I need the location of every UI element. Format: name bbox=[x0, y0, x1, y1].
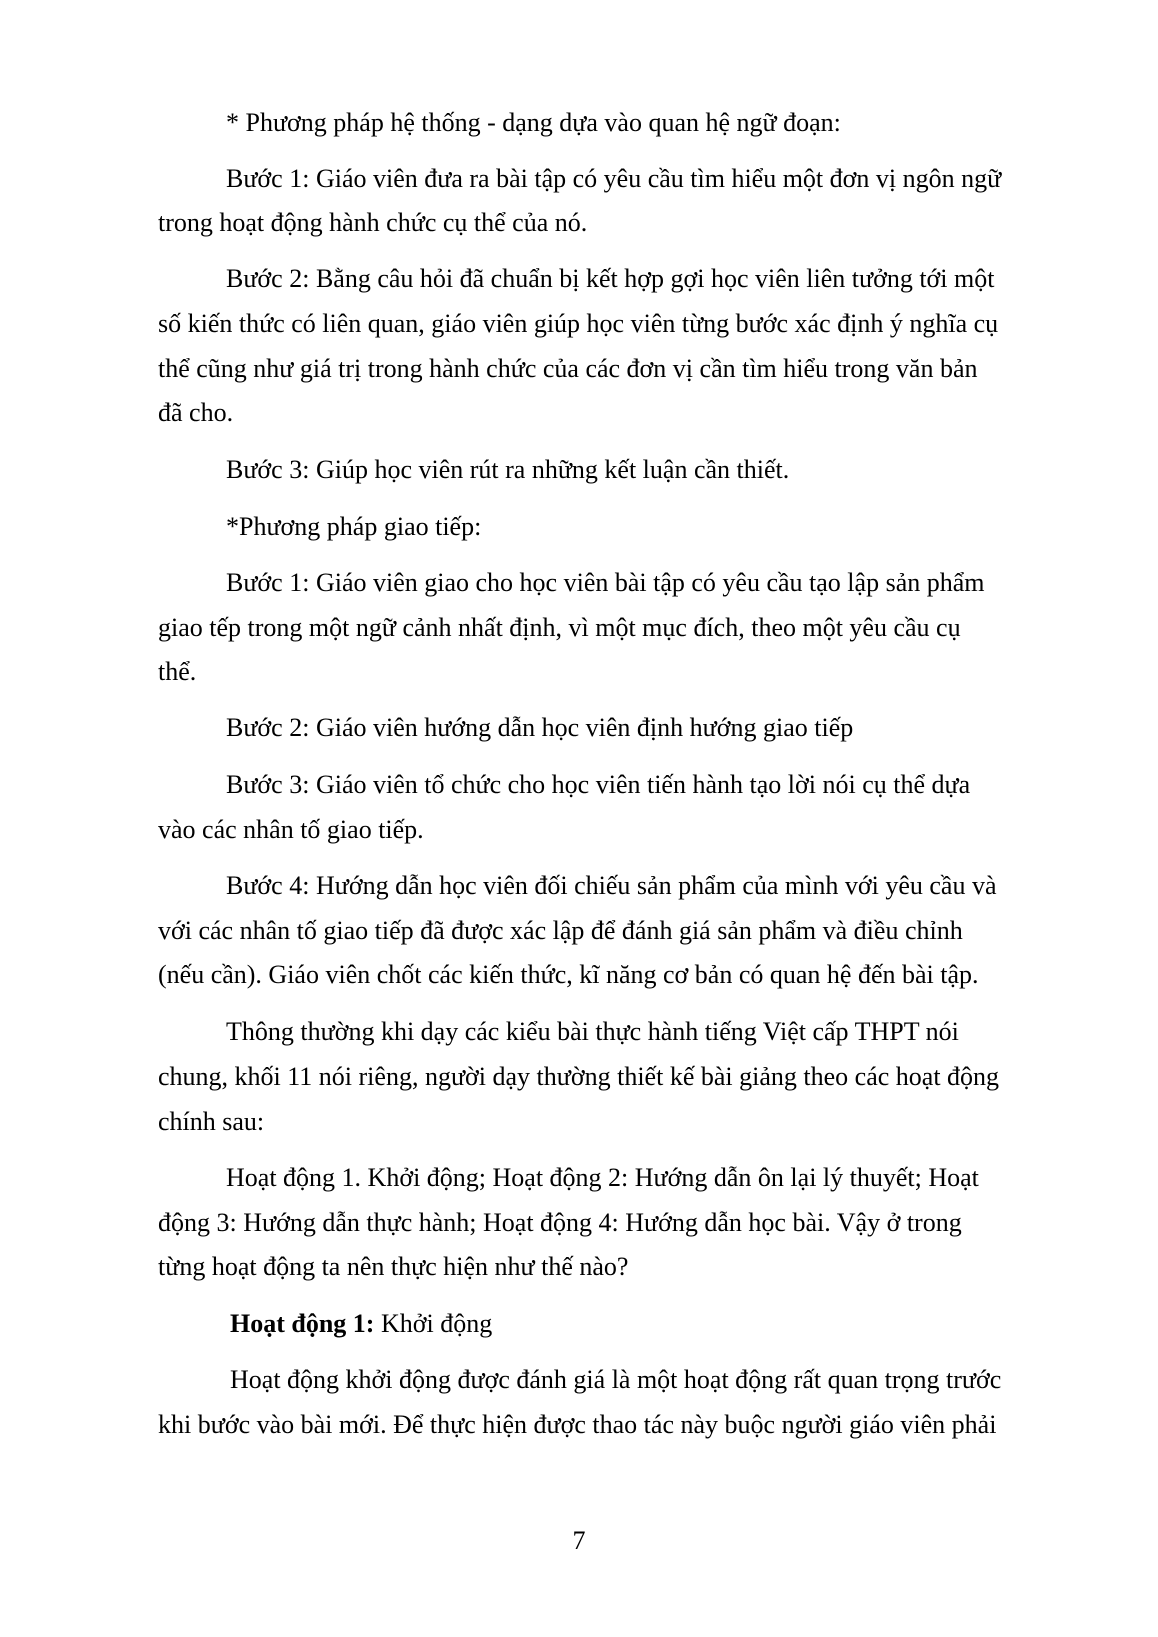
heading-text: Khởi động bbox=[374, 1309, 493, 1338]
heading-bold: Hoạt động 1: bbox=[230, 1309, 375, 1338]
document-page: * Phương pháp hệ thống - dạng dựa vào quan hệ ngữ đoạn: Bước 1: Giáo viên đưa ra bài tập có yêu cầu tìm hiểu một đơn vị ngôn ngữ trong hoạt động hành chức cụ thể của nó. Bước 2: Bằng câu hỏi đã chuẩn bị kết hợp gợi học viên liên tưởng tới một số kiến thức có liên quan, giáo viên giúp học viên từng bước xác định ý nghĩa cụ thể cũng như giá trị trong hành chức của các đơn vị cần tìm hiểu trong văn bản đã cho. Bước 3: Giúp học viên rút ra những kết luận cần thiết. *Phương pháp giao tiếp: Bước 1: Giáo viên giao cho học viên bài tập có yêu cầu tạo lập sản phẩm giao tếp trong một ngữ cảnh nhất định, vì một mục đích, theo một yêu cầu cụ thể. Bước 2: Giáo viên hướng dẫn học viên định hướng giao tiếp Bước 3: Giáo viên tổ chức cho học viên tiến hành tạo lời nói cụ thể dựa vào các nhân tố giao tiếp. Bước 4: Hướng dẫn học viên đối chiếu sản phẩm của mình với yêu cầu và với các nhân tố giao tiếp đã được xác lập để đánh giá sản phẩm và điều chỉnh (nếu cần). Giáo viên chốt các kiến thức, kĩ năng cơ bản có quan hệ đến bài tập. Thông thường khi dạy các kiểu bài thực hành tiếng Việt cấp THPT nói chung, khối 11 nói riêng, người dạy thường thiết kế bài giảng theo các hoạt động chính sau: Hoạt động 1. Khởi động; Hoạt động 2: Hướng dẫn ôn lại lý thuyết; Hoạt động 3: Hướng dẫn thực hành; Hoạt động 4: Hướng dẫn học bài. Vậy ở trong từng hoạt động ta nên thực hiện như thế nào? Hoạt động 1: Khởi động Hoạt động khởi động được đánh giá là một hoạt động rất quan trọng trước khi bước vào bài mới. Để thực hiện được thao tác này buộc người giáo viên phải 7 bbox=[0, 0, 1158, 1637]
page-number: 7 bbox=[572, 1526, 586, 1555]
